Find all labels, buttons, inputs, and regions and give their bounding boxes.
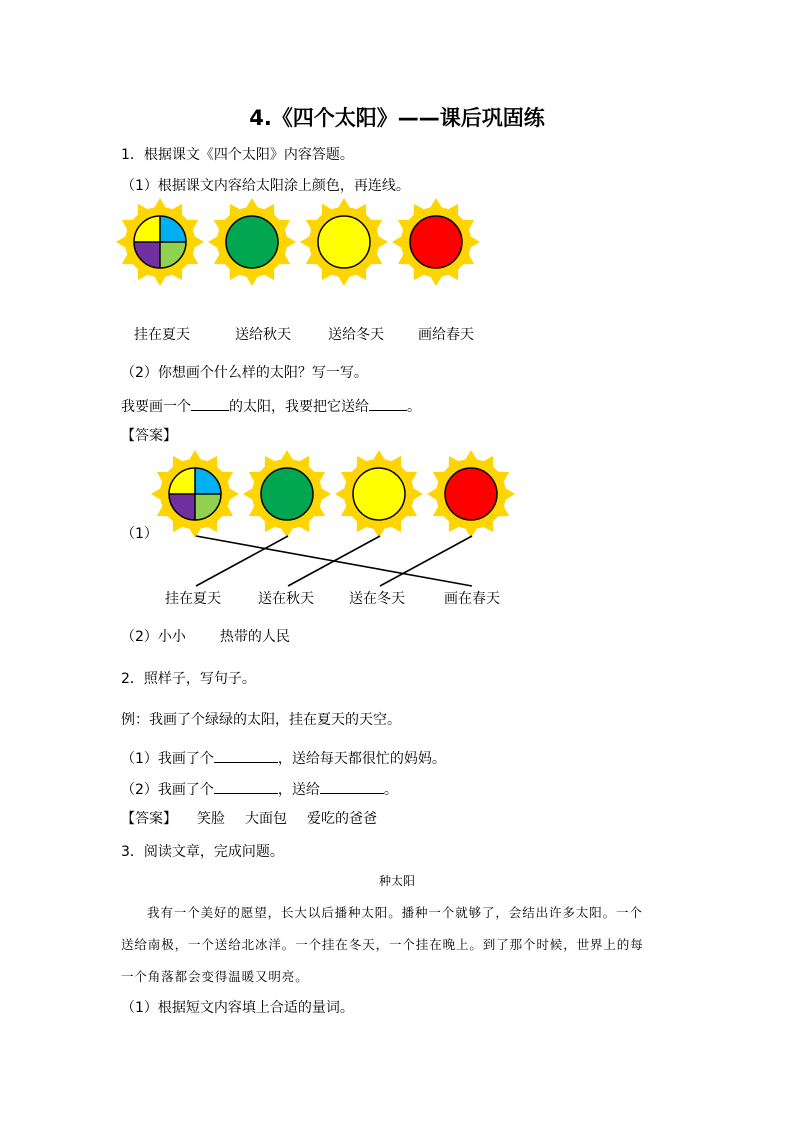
match-line-yellow-to-autumn	[288, 536, 380, 586]
q2-answer-1: 笑脸	[197, 811, 225, 827]
s2-pre: （2）我画了个	[121, 782, 214, 798]
answer2	[121, 628, 290, 646]
fill-blank-2[interactable]	[369, 396, 407, 411]
s1-blank[interactable]	[214, 748, 278, 763]
s1-post: ，送给每天都很忙的妈妈。	[277, 751, 446, 767]
q2-heading: 2．照样子，写句子。	[121, 671, 256, 687]
s2-end: 。	[383, 782, 398, 798]
poem-title: 种太阳	[378, 874, 415, 888]
fill-end: 。	[407, 399, 421, 415]
sun-yellow	[300, 198, 388, 286]
answer-label-summer: 挂在夏天	[165, 591, 221, 607]
fill-blank-1[interactable]	[191, 396, 229, 411]
answer1-number: （1）	[121, 526, 158, 542]
label-autumn: 送给秋天	[235, 327, 291, 343]
poem-body	[121, 897, 669, 993]
s2-blank-2[interactable]	[320, 779, 384, 794]
s2-blank-1[interactable]	[214, 779, 278, 794]
match-line-green-to-summer	[196, 536, 288, 586]
match-line-red-to-winter	[380, 536, 472, 586]
answer-label-autumn: 送在秋天	[258, 591, 314, 607]
answer-sun-red	[427, 450, 515, 538]
sun-red	[392, 198, 480, 286]
q2-answer-3: 爱吃的爸爸	[307, 811, 377, 827]
q3-heading: 3．阅读文章，完成问题。	[121, 844, 284, 860]
q2-example: 例：我画了个绿绿的太阳，挂在夏天的天空。	[121, 712, 401, 728]
sun-quartered	[116, 198, 204, 286]
q1-sub1: （1）根据课文内容给太阳涂上颜色，再连线。	[121, 178, 410, 194]
answer-sun-yellow	[335, 450, 423, 538]
answer-sun-quartered	[151, 450, 239, 538]
label-summer: 挂在夏天	[134, 327, 190, 343]
answer2-a: 小小	[157, 629, 186, 645]
q1-sub2: （2）你想画个什么样的太阳？写一写。	[121, 365, 368, 381]
answer-sun-green	[243, 450, 331, 538]
q1-answer-tag: 【答案】	[121, 428, 177, 444]
q1-fill-sentence	[121, 396, 421, 416]
q1-heading: 1．根据课文《四个太阳》内容答题。	[121, 147, 354, 163]
answer2-number: （2）	[121, 629, 158, 645]
fill-mid: 的太阳，我要把它送给	[229, 399, 369, 415]
q3-sub1: （1）根据短文内容填上合适的量词。	[121, 1000, 354, 1016]
answer2-b: 热带的人民	[219, 629, 290, 645]
q2-answer	[121, 810, 377, 828]
fill-pre: 我要画一个	[121, 399, 191, 415]
answer-label-winter: 送在冬天	[349, 591, 405, 607]
sun-green	[208, 198, 296, 286]
s1-pre: （1）我画了个	[121, 751, 214, 767]
q2-answer-tag: 【答案】	[121, 811, 177, 827]
answer-label-spring: 画在春天	[444, 591, 500, 607]
q2-answer-2: 大面包	[245, 811, 287, 827]
poem-line-1: 我有一个美好的愿望，长大以后播种太阳。播种一个就够了，会结出许多太阳。一个	[147, 905, 643, 920]
label-winter: 送给冬天	[328, 327, 384, 343]
poem-line-2: 送给南极，一个送给北冰洋。一个挂在冬天，一个挂在晚上。到了那个时候，世界上的每	[121, 937, 644, 952]
label-spring: 画给春天	[418, 327, 474, 343]
s2-mid: ，送给	[277, 782, 320, 798]
poem-line-3: 一个角落都会变得温暖又明亮。	[121, 969, 309, 984]
q2-sentence-2	[121, 779, 398, 799]
q2-sentence-1	[121, 748, 446, 768]
page-title: 4.《四个太阳》——课后巩固练	[249, 106, 545, 130]
